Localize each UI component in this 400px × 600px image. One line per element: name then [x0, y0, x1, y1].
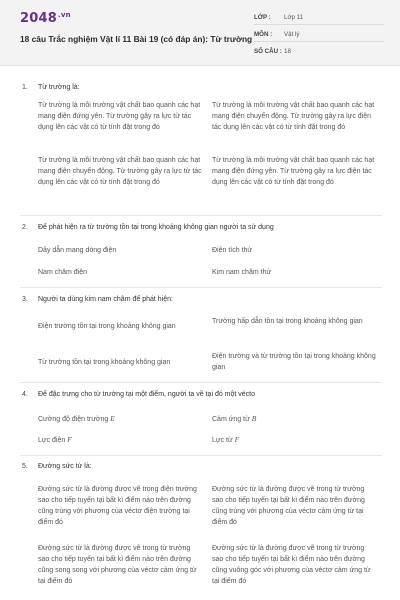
vector-symbol: F [234, 435, 240, 444]
answer-option[interactable]: Điện trường tồn tại trong khoảng không gian [38, 323, 176, 330]
vector-symbol: B [251, 414, 257, 423]
answer-option[interactable]: Điện trường và từ trường tồn tại trong khoảng không gian [212, 353, 376, 371]
answer-option[interactable]: Đường sức từ là đường được vẽ trong điện trường sao cho tiếp tuyến tại bất kì điểm nào trên đường cũng trùng với phương của véctơ điện trường tại điểm đó [38, 486, 197, 526]
answer-option[interactable]: Từ trường là môi trường vật chất bao quanh các hạt mang điện chuyển động. Từ trường gây ra lực từ tác dụng lên các vật có từ tính đặt trong đó [38, 157, 202, 186]
answer-option[interactable]: Lực từ F [212, 435, 240, 444]
answer-option[interactable]: Cảm ứng từ B [212, 414, 257, 423]
answer-option[interactable]: Đường sức từ là đường được vẽ trong từ trường sao cho tiếp tuyến tại bất kì điểm nào trên đường cũng song song với phương của véctơ cảm ứng từ tại điểm đó [38, 545, 197, 585]
vector-symbol: F [67, 435, 72, 444]
question-stem: Để phát hiện ra từ trường tồn tại trong khoảng không gian người ta sử dụng [38, 224, 274, 231]
answer-option[interactable]: Đường sức từ là đường được vẽ trong từ trường sao cho tiếp tuyến tại bất kì điểm nào trên đường cũng vuông góc với phương của véctơ cảm ứng từ tại điểm đó [212, 545, 371, 585]
answer-option[interactable]: Từ trường tồn tại trong khoảng không gian [38, 359, 171, 366]
page-header [0, 0, 400, 66]
document-title: 18 câu Trắc nghiệm Vật lí 11 Bài 19 (có đáp án): Từ trường [20, 34, 253, 44]
question-stem: Người ta dùng kim nam châm để phát hiện: [38, 296, 173, 303]
answer-option[interactable]: Từ trường là môi trường vật chất bao quanh các hạt mang điện chuyển động. Từ trường gây ra lực điện tác dụng lên các vật có từ tính đặt trong đó [212, 102, 375, 131]
question-stem: Đường sức từ là: [38, 463, 92, 470]
answer-option[interactable]: Dây dẫn mang dòng điện [38, 247, 117, 254]
site-logo[interactable]: $2048^{.vn}$ [20, 11, 71, 26]
divider [20, 455, 382, 456]
answer-option[interactable]: Điện tích thử [212, 247, 253, 254]
answer-option[interactable]: Đường sức từ là đường được vẽ trong từ trường sao cho tiếp tuyến tại bất kì điểm nào trên đường cũng trùng với phương của véctơ cảm ứng từ tại điểm đó [212, 486, 365, 526]
question-stem: Để đặc trưng cho từ trường tại một điểm, người ta về tại đó một vécto [38, 391, 256, 398]
answer-option[interactable]: Kim nam châm thử [212, 269, 272, 276]
answer-option[interactable]: Từ trường là môi trường vật chất bao quanh các hạt mang điện đứng yên. Từ trường gây ra lực điện tác dụng lên các vật có từ tính đặt trong đó [212, 157, 375, 186]
meta-question-count: SỐ CÂU : 18 [254, 48, 291, 55]
question-stem: Từ trường là: [38, 84, 80, 91]
meta-class: LỚP : Lớp 11 [254, 11, 384, 25]
answer-option[interactable]: Từ trường là môi trường vật chất bao quanh các hạt mang điện đứng yên. Từ trường gây ra lực từ tác dụng lên các vật có từ tính đặt trong đó [38, 102, 201, 131]
divider [20, 287, 382, 288]
answer-option[interactable]: Nam châm điện [38, 269, 88, 276]
answer-option[interactable]: Lực điện F [38, 435, 72, 444]
divider [20, 382, 382, 383]
vector-symbol: E [110, 414, 115, 423]
divider [20, 215, 382, 216]
answer-option[interactable]: Cường độ điện trường E [38, 414, 115, 423]
answer-option[interactable]: Trường hấp dẫn tồn tại trong khoảng không gian [212, 318, 363, 325]
meta-subject: MÔN : Vật lý [254, 28, 384, 42]
